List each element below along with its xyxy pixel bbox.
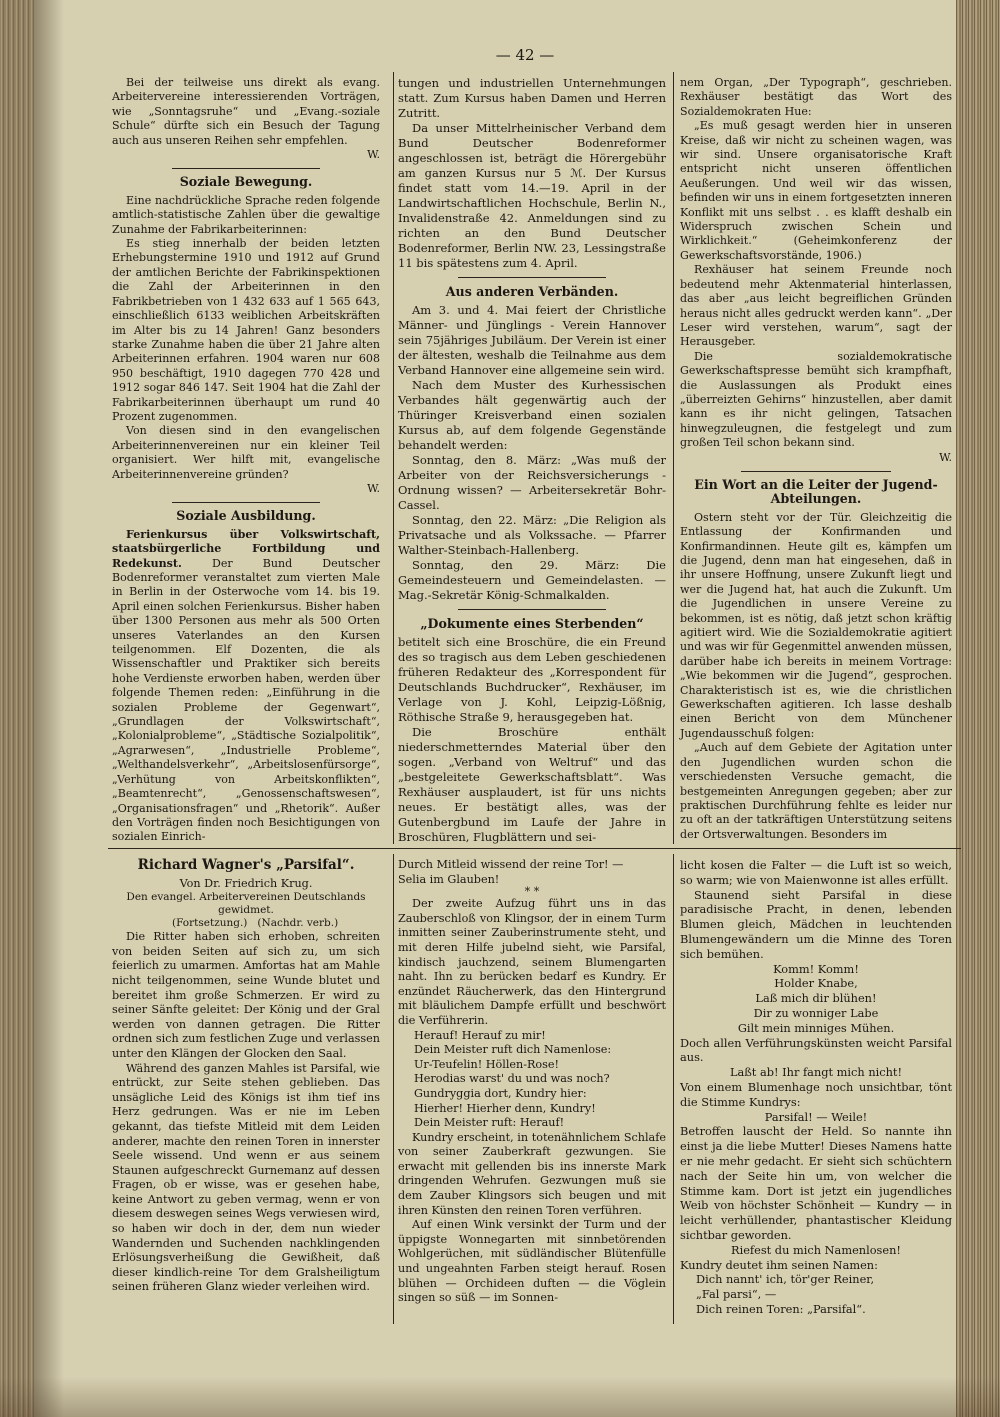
verse-line: Dich nannt' ich, tör'ger Reiner, — [696, 1272, 875, 1287]
wagner-column-2 — [398, 858, 666, 1306]
verse-line: Selia im Glauben! — [398, 872, 500, 886]
paragraph: Kundry erscheint, in totenähnlichem Schlafe von seiner Zauberkraft gezwungen. Sie erwacht mit gellenden bis ins innerste Mark dringenden Wehrufen. Gezwungen muß sie dem Zauber Klingsors sich beugen und mit ihren Künsten den reinen Toren verführen. — [398, 1130, 666, 1217]
verse-line: Dich reinen Toren: „Parsifal“. — [696, 1301, 866, 1316]
verse-line: Komm! Komm! — [773, 961, 859, 976]
paragraph: Am 3. und 4. Mai feiert der Christliche Männer- und Jünglings - Verein Hannover sein 75jähriges Jubiläum. Der Verein ist einer der ältesten, weshalb die Teilnahme aus dem Verband Hannover eine allgemeine sein wird. — [398, 303, 666, 377]
heading-aus-anderen-verbaenden: Aus anderen Verbänden. — [445, 284, 619, 299]
verse-line: Dein Meister ruft: Herauf! — [414, 1116, 565, 1130]
verse-line: Herauf! Herauf zu mir! — [414, 1028, 546, 1042]
article-title: Richard Wagner's „Parsifal“. — [137, 857, 355, 873]
column-rule-1 — [393, 72, 394, 844]
nachdruck-note: (Nachdr. verb.) — [257, 917, 339, 930]
rule — [741, 471, 891, 472]
paragraph: Von diesen sind in den evangelischen Arbeiterinnenvereinen nur ein kleiner Teil organisiert. Wer hilft mit, evangelische Arbeiterinnenvereine gründen? — [112, 424, 380, 481]
wagner-column-3 — [680, 858, 952, 1317]
paragraph: Der zweite Aufzug führt uns in das Zauberschloß von Klingsor, der in einem Turm inmitten seiner Zauberinstrumente steht, und mit deren Hilfe jubelnd sieht, wie Parsifal, kindisch jauchzend, seinem Blumengarten naht. Ihn zu berücken bedarf es Kundry. Er enzündet Räucherwerk, das den Hintergrund mit bläulichem Dampfe erfüllt und beschwört die Verführerin. — [398, 897, 666, 1027]
signature: W. — [367, 148, 380, 162]
paragraph: Doch allen Verführungskünsten weicht Parsifal aus. — [680, 1035, 952, 1065]
book-page-edges — [0, 0, 34, 1417]
paragraph: Eine nachdrückliche Sprache reden folgende amtlich-statistische Zahlen über die gewaltige Zunahme der Fabrikarbeiterinnen: — [112, 193, 380, 236]
paragraph: tungen und industriellen Unternehmungen statt. Zum Kursus haben Damen und Herren Zutritt. — [398, 76, 666, 120]
paragraph: Auf einen Wink versinkt der Turm und der üppigste Wonnegarten mit sinnbetörenden Wohlgerüchen, mit südländischer Blütenfülle und ungeahnten Farben steigt herauf. Rosen blühen — Orchideen duften — die Vöglein singen so süß — im Sonnen- — [398, 1218, 666, 1305]
verse-line: „Fal parsi“, — — [696, 1287, 777, 1302]
column-rule-2 — [673, 72, 674, 844]
paragraph: Sonntag, den 29. März: Die Gemeindesteuern und Gemeindelasten. — Mag.-Sekretär König-Schmalkalden. — [398, 558, 666, 602]
spine-shadow — [34, 0, 64, 1417]
bottom-shade — [0, 1377, 1000, 1417]
paragraph: Betroffen lauscht der Held. So nannte ihn einst ja die liebe Mutter! Dieses Namens hatte er nie mehr gedacht. Er sieht sich schüchtern nach der Seite hin um, von welcher die Stimme kam. Dort ist jetzt ein jugendliches Weib von höchster Schönheit — Kundry — in leicht verhüllender, phantastischer Kleidung sichtbar geworden. — [680, 1124, 952, 1242]
column-rule-4 — [673, 854, 674, 1324]
verse-line: Durch Mitleid wissend der reine Tor! — — [398, 858, 624, 871]
verse-line: Herodias warst' du und was noch? — [414, 1072, 610, 1086]
paragraph: Die sozialdemokratische Gewerkschaftspresse bemüht sich krampfhaft, die Auslassungen als Produkt eines „überreizten Gehirns“ hinzustellen, aber damit kann es ihr nicht gelingen, Tatsachen hinwegzuleugnen, die festgelegt und zum großen Teil schon bekann sind. — [680, 349, 952, 450]
paragraph: Es stieg innerhalb der beiden letzten Erhebungstermine 1910 und 1912 auf Grund der amtlichen Berichte der Fabrikinspektionen die Zahl der Arbeiterinnen in den Fabrikbetrieben von 1 432 633 auf 1 565 643, einschließlich 6133 weiblichen Arbeitskräften im Alter bis zu 14 Jahren! Ganz besonders starke Zunahme haben die über 21 Jahre alten Arbeiterinnen erfahren. 1904 waren nur 608 950 beschäftigt, 1910 dagegen 770 428 und 1912 sogar 846 147. Seit 1904 hat die Zahl der Fabrikarbeiterinnen überhaupt um rund 40 Prozent zugenommen. — [112, 237, 380, 423]
paragraph: Sonntag, den 22. März: „Die Religion als Privatsache und als Volkssache. — Pfarrer Walther-Steinbach-Hallenberg. — [398, 513, 666, 557]
paragraph: „Auch auf dem Gebiete der Agitation unter den Jugendlichen wurden schon die verschiedensten Versuche gemacht, die bestgemeinten Anregungen gegeben; aber zur praktischen Durchführung fehlte es leider nur zu oft an der tatkräftigen Unterstützung seitens der Ortsverwaltungen. Besonders im — [680, 741, 952, 841]
signature: W. — [367, 481, 380, 495]
verse-line: Hierher! Hierher denn, Kundry! — [414, 1101, 596, 1115]
paragraph: Während des ganzen Mahles ist Parsifal, wie entrückt, zur Seite stehen geblieben. Das unsägliche Leid des Königs ist ihm tief ins Herz gedrungen. Was er nie im Leben gekannt, das tiefste Mitleid mit dem Leiden anderer, machte den reinen Toren in innerster Seele wissend. Und wenn er aus seinem Staunen aufgeschreckt Gurnemanz auf dessen Fragen, ob er wisse, was er gesehen habe, keine Antwort zu geben vermag, wenn er von diesem deswegen seines Wegs verwiesen wird, so haben wir doch in der, dem nun wieder Wandernden und Suchenden nachklingenden Erlösungsverheißung die Gewißheit, daß dieser kindlich-reine Tor dem Gralsheiligtum seinen früheren Glanz wieder verleihen wird. — [112, 1061, 380, 1294]
heading-soziale-ausbildung: Soziale Ausbildung. — [176, 508, 316, 524]
paragraph: Die Broschüre enthält niederschmetterndes Material über den sogen. „Verband von Weltruf“ und das „bestgeleitete Gewerkschaftsblatt“. Was Rexhäuser ausplaudert, ist für uns nichts neues. Er bestätigt alles, was der Gutenbergbund im Laufe der Jahre in Broschüren, Flugblättern und sei- — [398, 725, 666, 844]
verse-line: Ur-Teufelin! Höllen-Rose! — [414, 1057, 560, 1071]
paragraph: Sonntag, den 8. März: „Was muß der Arbeiter von der Reichsversicherungs - Ordnung wissen? — Arbeitersekretär Bohr-Cassel. — [398, 453, 666, 512]
verse-line: Gundryggia dort, Kundry hier: — [414, 1086, 587, 1100]
verse-line: Laßt ab! Ihr fangt mich nicht! — [729, 1065, 903, 1080]
section-stars: * * — [524, 885, 540, 899]
article-dedication: Den evangel. Arbeitervereinen Deutschlands gewidmet. — [126, 891, 366, 917]
paragraph: Die Ritter haben sich erhoben, schreiten von beiden Seiten auf sich zu, um sich feierlich zu umarmen. Amfortas hat am Mahle nicht teilgenommen, seine Wunde blutet und bereitet ihm große Schmerzen. Er wird zu seiner Sänfte geleitet: Der König und der Gral werden von dannen getragen. Die Ritter ordnen sich zum festlichen Zuge und verlassen unter den Klängen der Glocken den Saal. — [112, 930, 380, 1060]
paragraph: licht kosen die Falter — die Luft ist so weich, so warm; wie von Maienwonne ist alles erfüllt. — [680, 858, 952, 887]
verse-line: Laß mich dir blühen! — [755, 991, 877, 1006]
page-number: — 42 — — [495, 46, 555, 64]
paragraph: nem Organ, „Der Typograph“, geschrieben. Rexhäuser bestätigt das Wort des Sozialdemokraten Hue: — [680, 76, 952, 118]
verse-line: Riefest du mich Namenlosen! — [731, 1242, 901, 1257]
section-divider — [108, 848, 961, 849]
verse-line: Gilt mein minniges Mühen. — [737, 1020, 895, 1035]
paragraph: Rexhäuser hat seinem Freunde noch bedeutend mehr Aktenmaterial hinterlassen, das aber „aus leicht begreiflichen Gründen heraus nicht alles gedruckt werden kann“. „Der Leser wird verstehen, warum“, sagt der Herausgeber. — [680, 263, 952, 349]
wagner-column-1 — [112, 858, 380, 1295]
verse-line: Dir zu wonniger Labe — [753, 1005, 879, 1020]
bold-lead: Ferienkursus über Volkswirtschaft, staatsbürgerliche Fortbildung und Redekunst. — [112, 527, 380, 570]
verse-line: Holder Knabe, — [774, 976, 858, 991]
paragraph: Staunend sieht Parsifal in diese paradisische Pracht, in denen, lebenden Blumen gleich, Mädchen in leuchtenden Blumengewändern um die Minne des Toren sich bemühen. — [680, 887, 952, 961]
column-2 — [398, 76, 666, 845]
rule — [172, 502, 319, 503]
paragraph: betitelt sich eine Broschüre, die ein Freund des so tragisch aus dem Leben geschiedenen früheren Redakteur des „Korrespondent für Deutschlands Buchdrucker“, Rexhäuser, im Verlage von J. Kohl, Leipzig-Lößnig, Röthische Straße 9, herausgegeben hat. — [398, 635, 666, 724]
rule — [458, 277, 605, 278]
book-right-edge — [956, 0, 1000, 1417]
column-rule-3 — [393, 854, 394, 1324]
paragraph: Von einem Blumenhage noch unsichtbar, tönt die Stimme Kundrys: — [680, 1079, 952, 1109]
paragraph: „Es muß gesagt werden hier in unseren Kreise, daß wir nicht zu scheinen wagen, was wir sind. Unsere organisatorische Kraft entspricht nicht unseren öffentlichen Aeußerungen. Und weil wir das wissen, befinden wir uns in einem fortgesetzten inneren Konflikt mit uns selbst . . es klafft deshalb ein Widerspruch zwischen Schein und Wirklichkeit.“ (Geheimkonferenz der Gewerkschaftsvorstände, 1906.) — [680, 119, 952, 262]
intro-paragraph: Bei der teilweise uns direkt als evang. Arbeitervereine interessierenden Vorträgen, wie „Sonntagsruhe“ und „Evang.-soziale Schule“ dürfte sich ein Besuch der Tagung auch aus unseren Reihen sehr empfehlen. — [112, 76, 380, 147]
heading-soziale-bewegung: Soziale Bewegung. — [179, 174, 313, 190]
article-author: Von Dr. Friedrich Krug. — [179, 876, 313, 890]
paragraph: Ostern steht vor der Tür. Gleichzeitig die Entlassung der Konfirmanden und Konfirmandinnen. Heute gilt es, kämpfen um die Jugend, denn man hat eingesehen, daß in ihr unsere Hoffnung, unsere Zukunft liegt und wer die Jugend hat, hat auch die Zukunft. Um die Jugendlichen in unsere Vereine zu bekommen, ist es nötig, daß jetzt schon kräftig agitiert wird. Wie die Sozialdemokratie agitiert und was wir für Gegenmittel anwenden müssen, darüber habe ich bereits in meinem Vortrage: „Wie bekommen wir die Jugend“, gesprochen. Charakteristisch ist es, wie die christlichen Gewerkschaften agitieren. Ich lasse deshalb einen Bericht von dem Münchener Jugendausschuß folgen: — [680, 510, 952, 740]
rule — [172, 168, 319, 169]
verse-line: Dein Meister ruft dich Namenlose: — [414, 1043, 612, 1057]
paragraph: Da unser Mittelrheinischer Verband dem Bund Deutscher Bodenreformer angeschlossen ist, beträgt die Hörergebühr am ganzen Kursus nur 5 ℳ. Der Kursus findet statt vom 14.—19. April in der Landwirtschaftlichen Hochschule, Berlin N., Invalidenstraße 42. Anmeldungen sind zu richten an den Bund Deutscher Bodenreformer, Berlin NW. 23, Lessingstraße 11 bis spätestens zum 4. April. — [398, 121, 666, 270]
paragraph: Nach dem Muster des Kurhessischen Verbandes hält gegenwärtig auch der Thüringer Kreisverband einen sozialen Kursus ab, auf dem folgende Gegenstände behandelt werden: — [398, 378, 666, 452]
paragraph: Der Bund Deutscher Bodenreformer veranstaltet zum vierten Male in Berlin in der Osterwoche vom 14. bis 19. April einen solchen Ferienkursus. Bisher haben über 1300 Personen aus mehr als 500 Orten unseres Vaterlandes an den Kursen teilgenommen. Elf Dozenten, die als Wissenschaftler und Praktiker sich bereits hohe Verdienste erworben haben, werden über folgende Themen reden: „Einführung in die sozialen Probleme der Gegenwart“, „Grundlagen der Volkswirtschaft“, „Kolonialprobleme“, „Städtische Sozialpolitik“, „Agrarwesen“, „Industrielle Probleme“, „Welthandelsverkehr“, „Arbeitslosenfürsorge“, „Verhütung von Arbeitskonflikten“, „Beamtenrecht“, „Genossenschaftswesen“, „Organisationsfragen“ und „Rhetorik“. Außer den Vorträgen finden noch Besichtigungen von sozialen Einrich- — [112, 556, 380, 844]
rule — [458, 609, 605, 610]
heading-jugend-abteilungen: Ein Wort an die Leiter der Jugend-Abteilungen. — [694, 476, 938, 507]
heading-dokumente: „Dokumente eines Sterbenden“ — [420, 616, 644, 631]
column-1 — [112, 76, 380, 845]
column-3 — [680, 76, 952, 842]
verse-line: Parsifal! — Weile! — [764, 1109, 868, 1124]
signature: W. — [939, 450, 952, 464]
paragraph: Kundry deutet ihm seinen Namen: — [680, 1257, 878, 1272]
fortsetzung-note: (Fortsetzung.) — [172, 917, 248, 930]
